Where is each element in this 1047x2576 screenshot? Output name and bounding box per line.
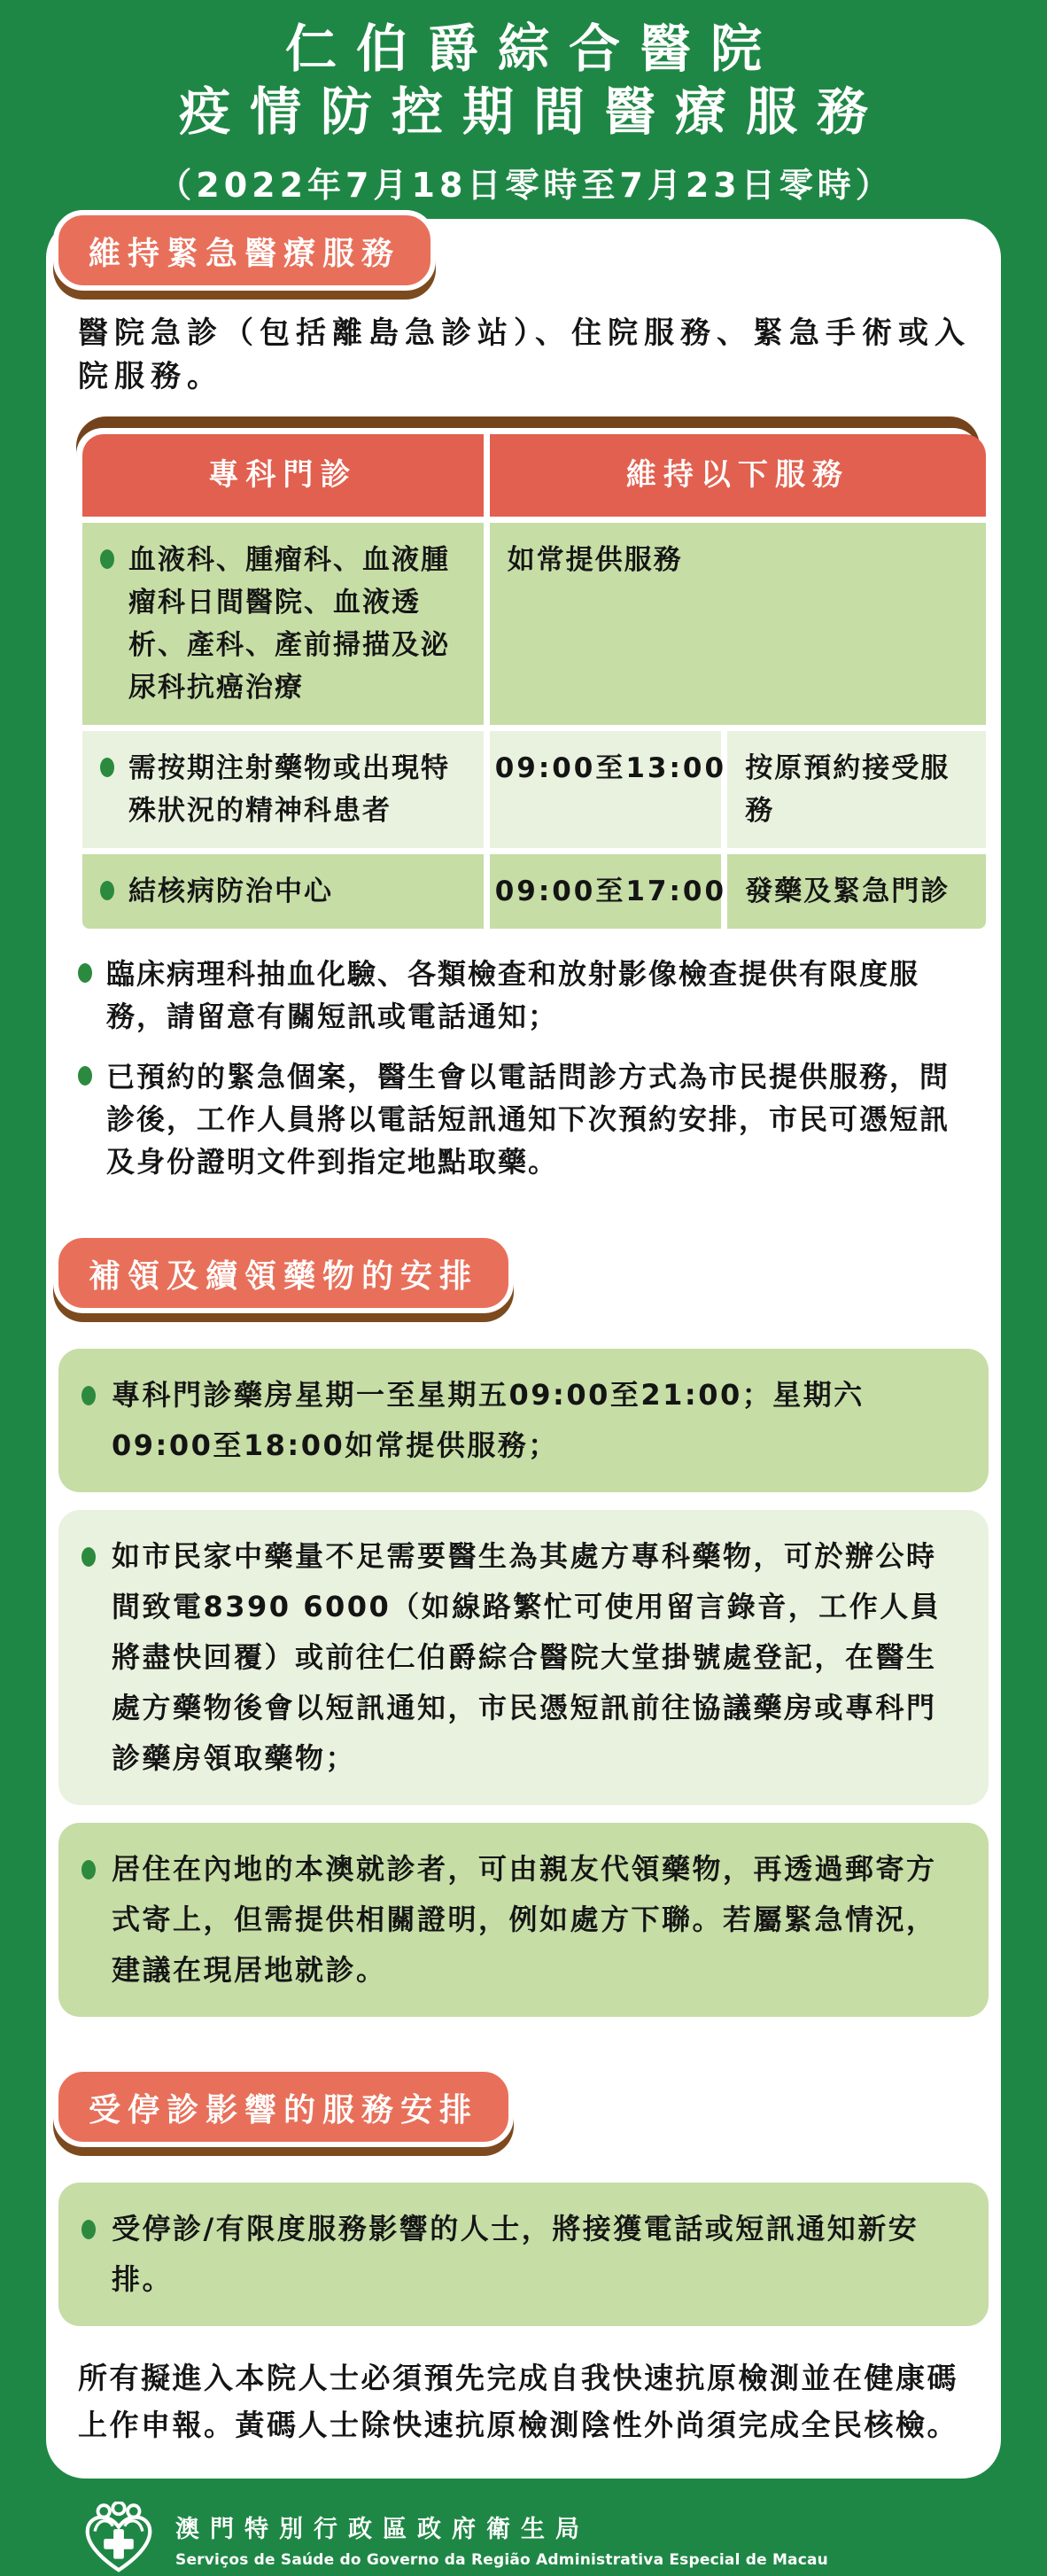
section-medication-title-label: 補領及續領藥物的安排 <box>89 1258 479 1296</box>
org-name-chinese: 澳門特別行政區政府衛生局 <box>175 2515 590 2543</box>
medication-item-2 <box>58 1510 989 1805</box>
emergency-note-2-text: 已預約的緊急個案，醫生會以電話問診方式為市民提供服務，問診後，工作人員將以電話短訊通知下次預約安排，市民可憑短訊及身份證明文件到指定地點取藥。 <box>106 1060 950 1179</box>
table-row-2-service: 按原預約接受服務 <box>727 731 986 848</box>
medication-item-2-text: 如市民家中藥量不足需要醫生為其處方專科藥物，可於辦公時間致電8390 6000（如線路繁忙可使用留言錄音，工作人員將盡快回覆）或前往仁伯爵綜合醫院大堂掛號處登記，在醫生處方藥物後會以短訊通知，市民憑短訊前往協議藥房或專科門診藥房領取藥物； <box>112 1539 942 1775</box>
bullet-icon <box>81 2220 96 2239</box>
section-emergency-title-label: 維持緊急醫療服務 <box>89 235 401 272</box>
org-name-portuguese: Serviços de Saúde do Governo da Região Administrativa Especial de Macau <box>175 2550 828 2569</box>
emergency-note-1 <box>78 953 976 1038</box>
table-row-2-dept-text: 需按期注射藥物或出現特殊狀況的精神科患者 <box>128 751 450 828</box>
table-row-3-dept-text: 結核病防治中心 <box>128 876 333 908</box>
table-row-1-service: 如常提供服務 <box>490 523 986 725</box>
table-row-1-dept-text: 血液科、腫瘤科、血液腫瘤科日間醫院、血液透析、產科、產前掃描及泌尿科抗癌治療 <box>128 543 450 704</box>
table-row-3-time: 09:00至17:00 <box>490 854 722 929</box>
poster-header <box>0 0 1047 206</box>
hospital-name: 仁伯爵綜合醫院 <box>284 19 781 79</box>
medication-item-3 <box>58 1823 989 2017</box>
bullet-icon <box>81 1547 96 1567</box>
table-row-1-dept <box>82 523 484 725</box>
specialty-services-table <box>76 416 980 935</box>
suspended-item-1-text: 受停診/有限度服務影響的人士，將接獲電話或短訊通知新安排。 <box>112 2211 919 2296</box>
bullet-icon <box>78 963 92 983</box>
entry-requirement-note: 所有擬進入本院人士必須預先完成自我快速抗原檢測並在健康碼上作申報。黃碼人士除快速抗原檢測陰性外尚須完成全民核檢。 <box>78 2360 958 2442</box>
medication-item-1 <box>58 1349 989 1492</box>
section-suspended-title-label: 受停診影響的服務安排 <box>89 2091 479 2129</box>
bullet-icon <box>100 549 114 569</box>
emergency-note-2 <box>78 1055 976 1183</box>
poster-footer <box>81 2502 1047 2576</box>
bullet-icon <box>100 881 114 900</box>
table-header-specialty: 專科門診 <box>82 434 484 517</box>
specialty-services-table-inner <box>76 428 980 935</box>
bullet-icon <box>81 1860 96 1879</box>
section-suspended-title <box>53 2066 514 2147</box>
table-row-3-service: 發藥及緊急門診 <box>727 854 986 929</box>
bullet-icon <box>100 758 114 777</box>
section-emergency-title <box>53 210 436 291</box>
emergency-note-1-text: 臨床病理科抽血化驗、各類檢查和放射影像檢查提供有限度服務，請留意有關短訊或電話通知； <box>106 957 920 1034</box>
content-card <box>46 219 1001 2479</box>
table-row-3-dept <box>82 854 484 929</box>
section-medication-title <box>53 1233 514 1313</box>
poster-title: 疫情防控期間醫療服務 <box>178 81 888 142</box>
footer-text <box>175 2510 828 2569</box>
table-header-service: 維持以下服務 <box>490 434 986 517</box>
heart-cross-people-logo <box>81 2502 156 2576</box>
medication-item-3-text: 居住在內地的本澳就診者，可由親友代領藥物，再透過郵寄方式寄上，但需提供相關證明，例如處方下聯。若屬緊急情況，建議在現居地就診。 <box>112 1851 937 1987</box>
emergency-intro: 醫院急診（包括離島急診站）、住院服務、緊急手術或入院服務。 <box>78 315 971 394</box>
medication-item-1-text: 專科門診藥房星期一至星期五09:00至21:00；星期六09:00至18:00如常提供服務； <box>112 1378 865 1463</box>
table-row-2-dept <box>82 731 484 848</box>
bullet-icon <box>81 1386 96 1405</box>
table-row-2-time: 09:00至13:00 <box>490 731 722 848</box>
date-range: （2022年7月18日零時至7月23日零時） <box>158 165 894 205</box>
bullet-icon <box>78 1066 92 1086</box>
suspended-item-1 <box>58 2183 989 2326</box>
